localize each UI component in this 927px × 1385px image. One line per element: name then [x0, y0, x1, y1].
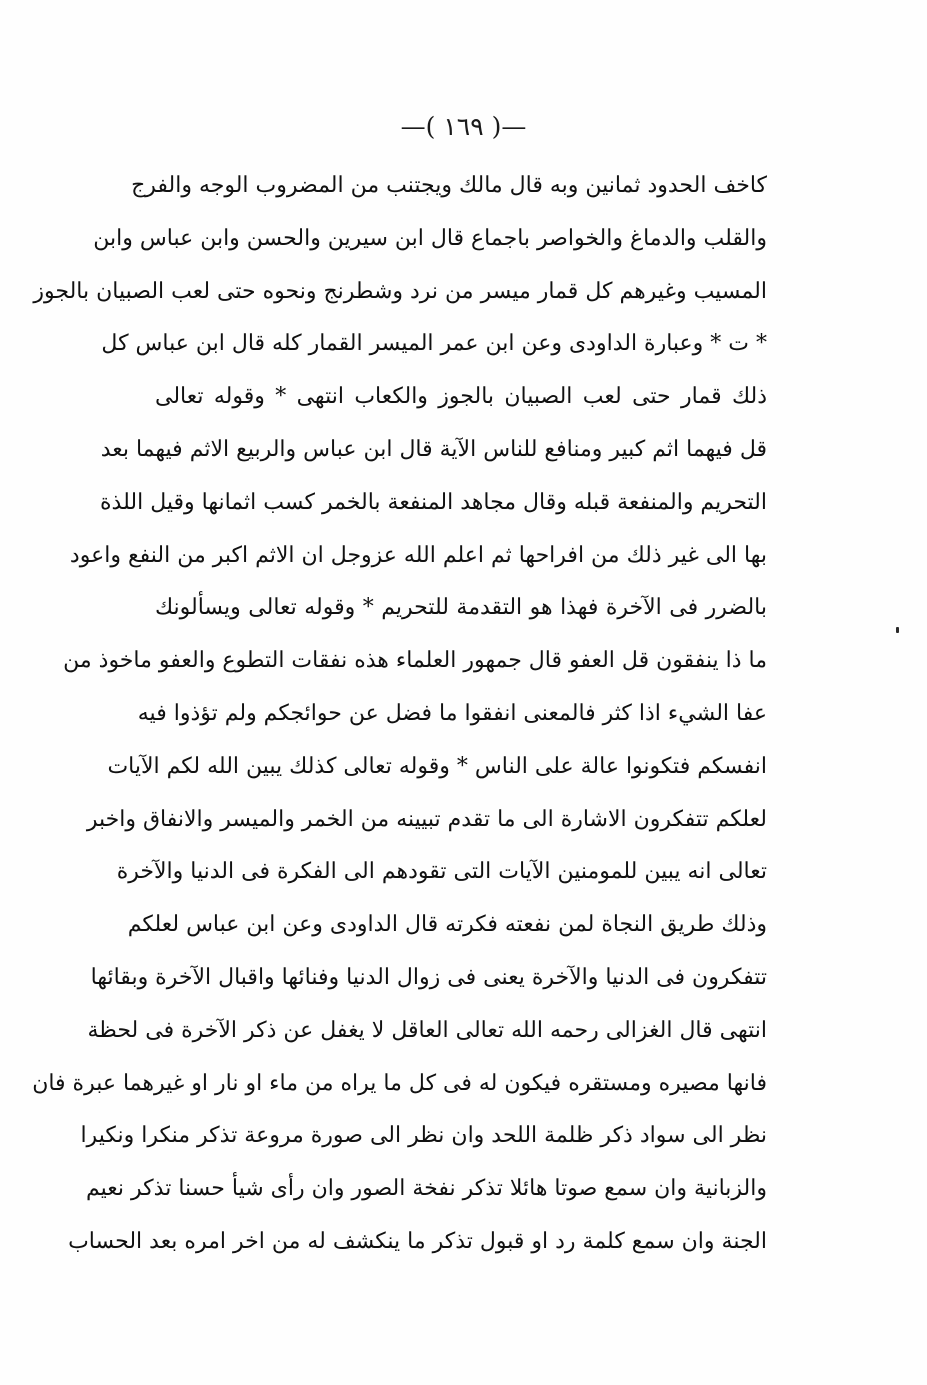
text-line-18: فانها مصيره ومستقره فيكون له فى كل ما يراه من ماء او نار او غيرهما عبرة فان — [32, 1070, 767, 1096]
margin-speck — [896, 627, 899, 633]
text-line-21: الجنة وان سمع كلمة رد او قبول تذكر ما ينكشف له من اخر امره بعد الحساب — [68, 1228, 767, 1254]
text-line-11: عفا الشيء اذا كثر فالمعنى انفقوا ما فضل عن حوائجكم ولم تؤذوا فيه — [137, 700, 767, 726]
text-line-1: كاخف الحدود ثمانين وبه قال مالك ويجتنب من المضروب الوجه والفرج — [131, 173, 767, 198]
text-line-17: انتهى قال الغزالى رحمه الله تعالى العاقل لا يغفل عن ذكر الآخرة فى لحظة — [87, 1017, 767, 1043]
text-line-4: * ت * وعبارة الداودى وعن ابن عمر الميسر القمار كله قال ابن عباس كل — [101, 331, 767, 357]
text-line-2: والقلب والدماغ والخواصر باجماع قال ابن سيرين والحسن وابن عباس وابن — [93, 225, 767, 251]
text-line-9: بالضرر فى الآخرة فهذا هو التقدمة للتحريم * وقوله تعالى ويسألونك — [155, 595, 767, 621]
text-line-14: تعالى انه يبين للمومنين الآيات التى تقودهم الى الفكرة فى الدنيا والآخرة — [116, 859, 767, 885]
body-text — [32, 160, 767, 1269]
page-number: —( ١٦٩ )— — [400, 112, 527, 141]
text-line-10: ما ذا ينفقون قل العفو قال جمهور العلماء هذه نفقات التطوع والعفو ماخوذ من — [63, 648, 767, 674]
text-line-5: ذلك قمار حتى لعب الصبيان بالجوز والكعاب انتهى * وقوله تعالى — [155, 384, 767, 410]
text-line-20: والزبانية وان سمع صوتا هائلا تذكر نفخة الصور وان رأى شيأ حسنا تذكر نعيم — [86, 1176, 767, 1202]
text-line-7: التحريم والمنفعة قبله وقال مجاهد المنفعة بالخمر كسب اثمانها وقيل اللذة — [100, 489, 767, 515]
text-line-16: تتفكرون فى الدنيا والآخرة يعنى فى زوال الدنيا وفنائها واقبال الآخرة وبقائها — [90, 964, 767, 990]
text-line-3: المسيب وغيرهم كل قمار ميسر من نرد وشطرنج ونحوه حتى لعب الصبيان بالجوز — [33, 278, 767, 304]
text-line-15: وذلك طريق النجاة لمن نفعته فكرته قال الداودى وعن ابن عباس لعلكم — [127, 912, 767, 938]
text-line-6: قل فيهما اثم كبير ومنافع للناس الآية قال ابن عباس والربيع الاثم فيهما بعد — [100, 436, 767, 462]
text-line-13: لعلكم تتفكرون الاشارة الى ما تقدم تبيينه من الخمر والميسر والانفاق واخبر — [86, 806, 767, 832]
text-line-8: بها الى غير ذلك من افراحها ثم اعلم الله عزوجل ان الاثم اكبر من النفع واعود — [69, 542, 767, 568]
text-line-19: نظر الى سواد ذكر ظلمة اللحد وان نظر الى صورة مروعة تذكر منكرا ونكيرا — [80, 1123, 767, 1149]
text-line-12: انفسكم فتكونوا عالة على الناس * وقوله تعالى كذلك يبين الله لكم الآيات — [107, 753, 767, 779]
